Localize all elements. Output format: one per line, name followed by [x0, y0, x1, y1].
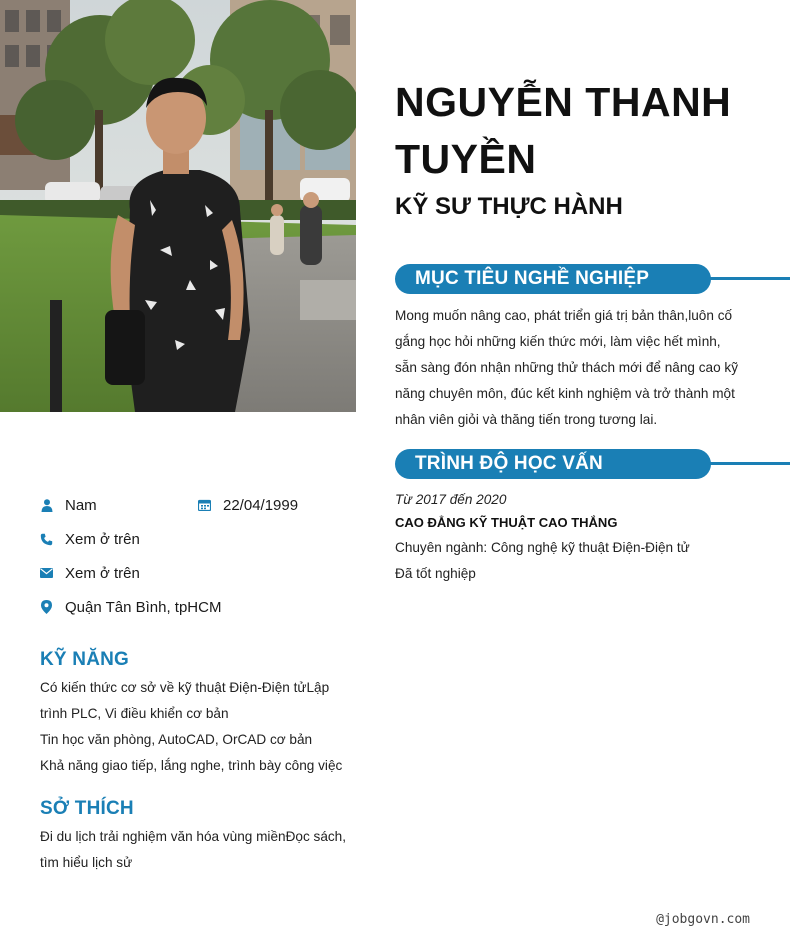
objective-text [395, 303, 755, 433]
objective-title: MỤC TIÊU NGHỀ NGHIỆP [395, 264, 711, 294]
education-school: CAO ĐẲNG KỸ THUẬT CAO THẮNG [395, 515, 618, 530]
email-value: Xem ở trên [65, 564, 140, 582]
skills-list [40, 675, 360, 779]
education-entry [395, 489, 755, 587]
watermark: @jobgovn.com [656, 912, 750, 927]
objective-line: nhân viên giỏi và thăng tiến trong tương lai. [395, 412, 658, 427]
profile-photo [0, 0, 356, 412]
skills-line: Khả năng giao tiếp, lắng nghe, trình bày công việc [40, 758, 343, 773]
hobbies-title: SỞ THÍCH [40, 798, 134, 819]
education-status: Đã tốt nghiệp [395, 566, 476, 581]
birthday-value: 22/04/1999 [223, 496, 299, 514]
education-period: Từ 2017 đến 2020 [395, 492, 507, 507]
hobbies-line: tìm hiểu lịch sử [40, 855, 133, 870]
birthday-item [198, 493, 298, 517]
objective-banner [395, 264, 790, 294]
hobbies-line: Đi du lịch trải nghiệm văn hóa vùng miềnĐọc sách, [40, 829, 347, 844]
full-name [395, 74, 775, 188]
hobbies-list [40, 824, 360, 876]
education-title: TRÌNH ĐỘ HỌC VẤN [395, 449, 711, 479]
mail-icon [40, 567, 53, 580]
gender-value: Nam [65, 496, 97, 514]
objective-line: Mong muốn nâng cao, phát triển giá trị bản thân,luôn cố [395, 308, 733, 323]
skills-line: trình PLC, Vi điều khiển cơ bản [40, 706, 229, 721]
education-banner [395, 449, 790, 479]
objective-line: gắng học hỏi những kiến thức mới, làm việc hết mình, [395, 334, 721, 349]
calendar-icon [198, 499, 211, 512]
job-title: KỸ SƯ THỰC HÀNH [395, 193, 623, 220]
objective-line: sẵn sàng đón nhận những thử thách mới để nâng cao kỹ [395, 360, 739, 375]
phone-value: Xem ở trên [65, 530, 140, 548]
address-value: Quận Tân Bình, tpHCM [65, 598, 222, 616]
person-icon [40, 499, 53, 512]
name-line-1: NGUYỄN THANH [395, 79, 732, 125]
hobbies-section [40, 798, 360, 876]
name-line-2: TUYỀN [395, 136, 537, 182]
objective-line: năng chuyên môn, đúc kết kinh nghiệm và trở thành một [395, 386, 735, 401]
gender-item [40, 493, 97, 517]
address-item [40, 595, 221, 619]
skills-line: Tin học văn phòng, AutoCAD, OrCAD cơ bản [40, 732, 313, 747]
education-major: Chuyên ngành: Công nghệ kỹ thuật Điện-Điện tử [395, 540, 690, 555]
skills-line: Có kiến thức cơ sở về kỹ thuật Điện-Điện tửLập [40, 680, 330, 695]
phone-icon [40, 533, 53, 546]
personal-info [40, 493, 356, 629]
skills-section [40, 649, 360, 779]
skills-title: KỸ NĂNG [40, 649, 130, 670]
phone-item [40, 527, 140, 551]
email-item [40, 561, 140, 585]
location-pin-icon [40, 601, 53, 614]
